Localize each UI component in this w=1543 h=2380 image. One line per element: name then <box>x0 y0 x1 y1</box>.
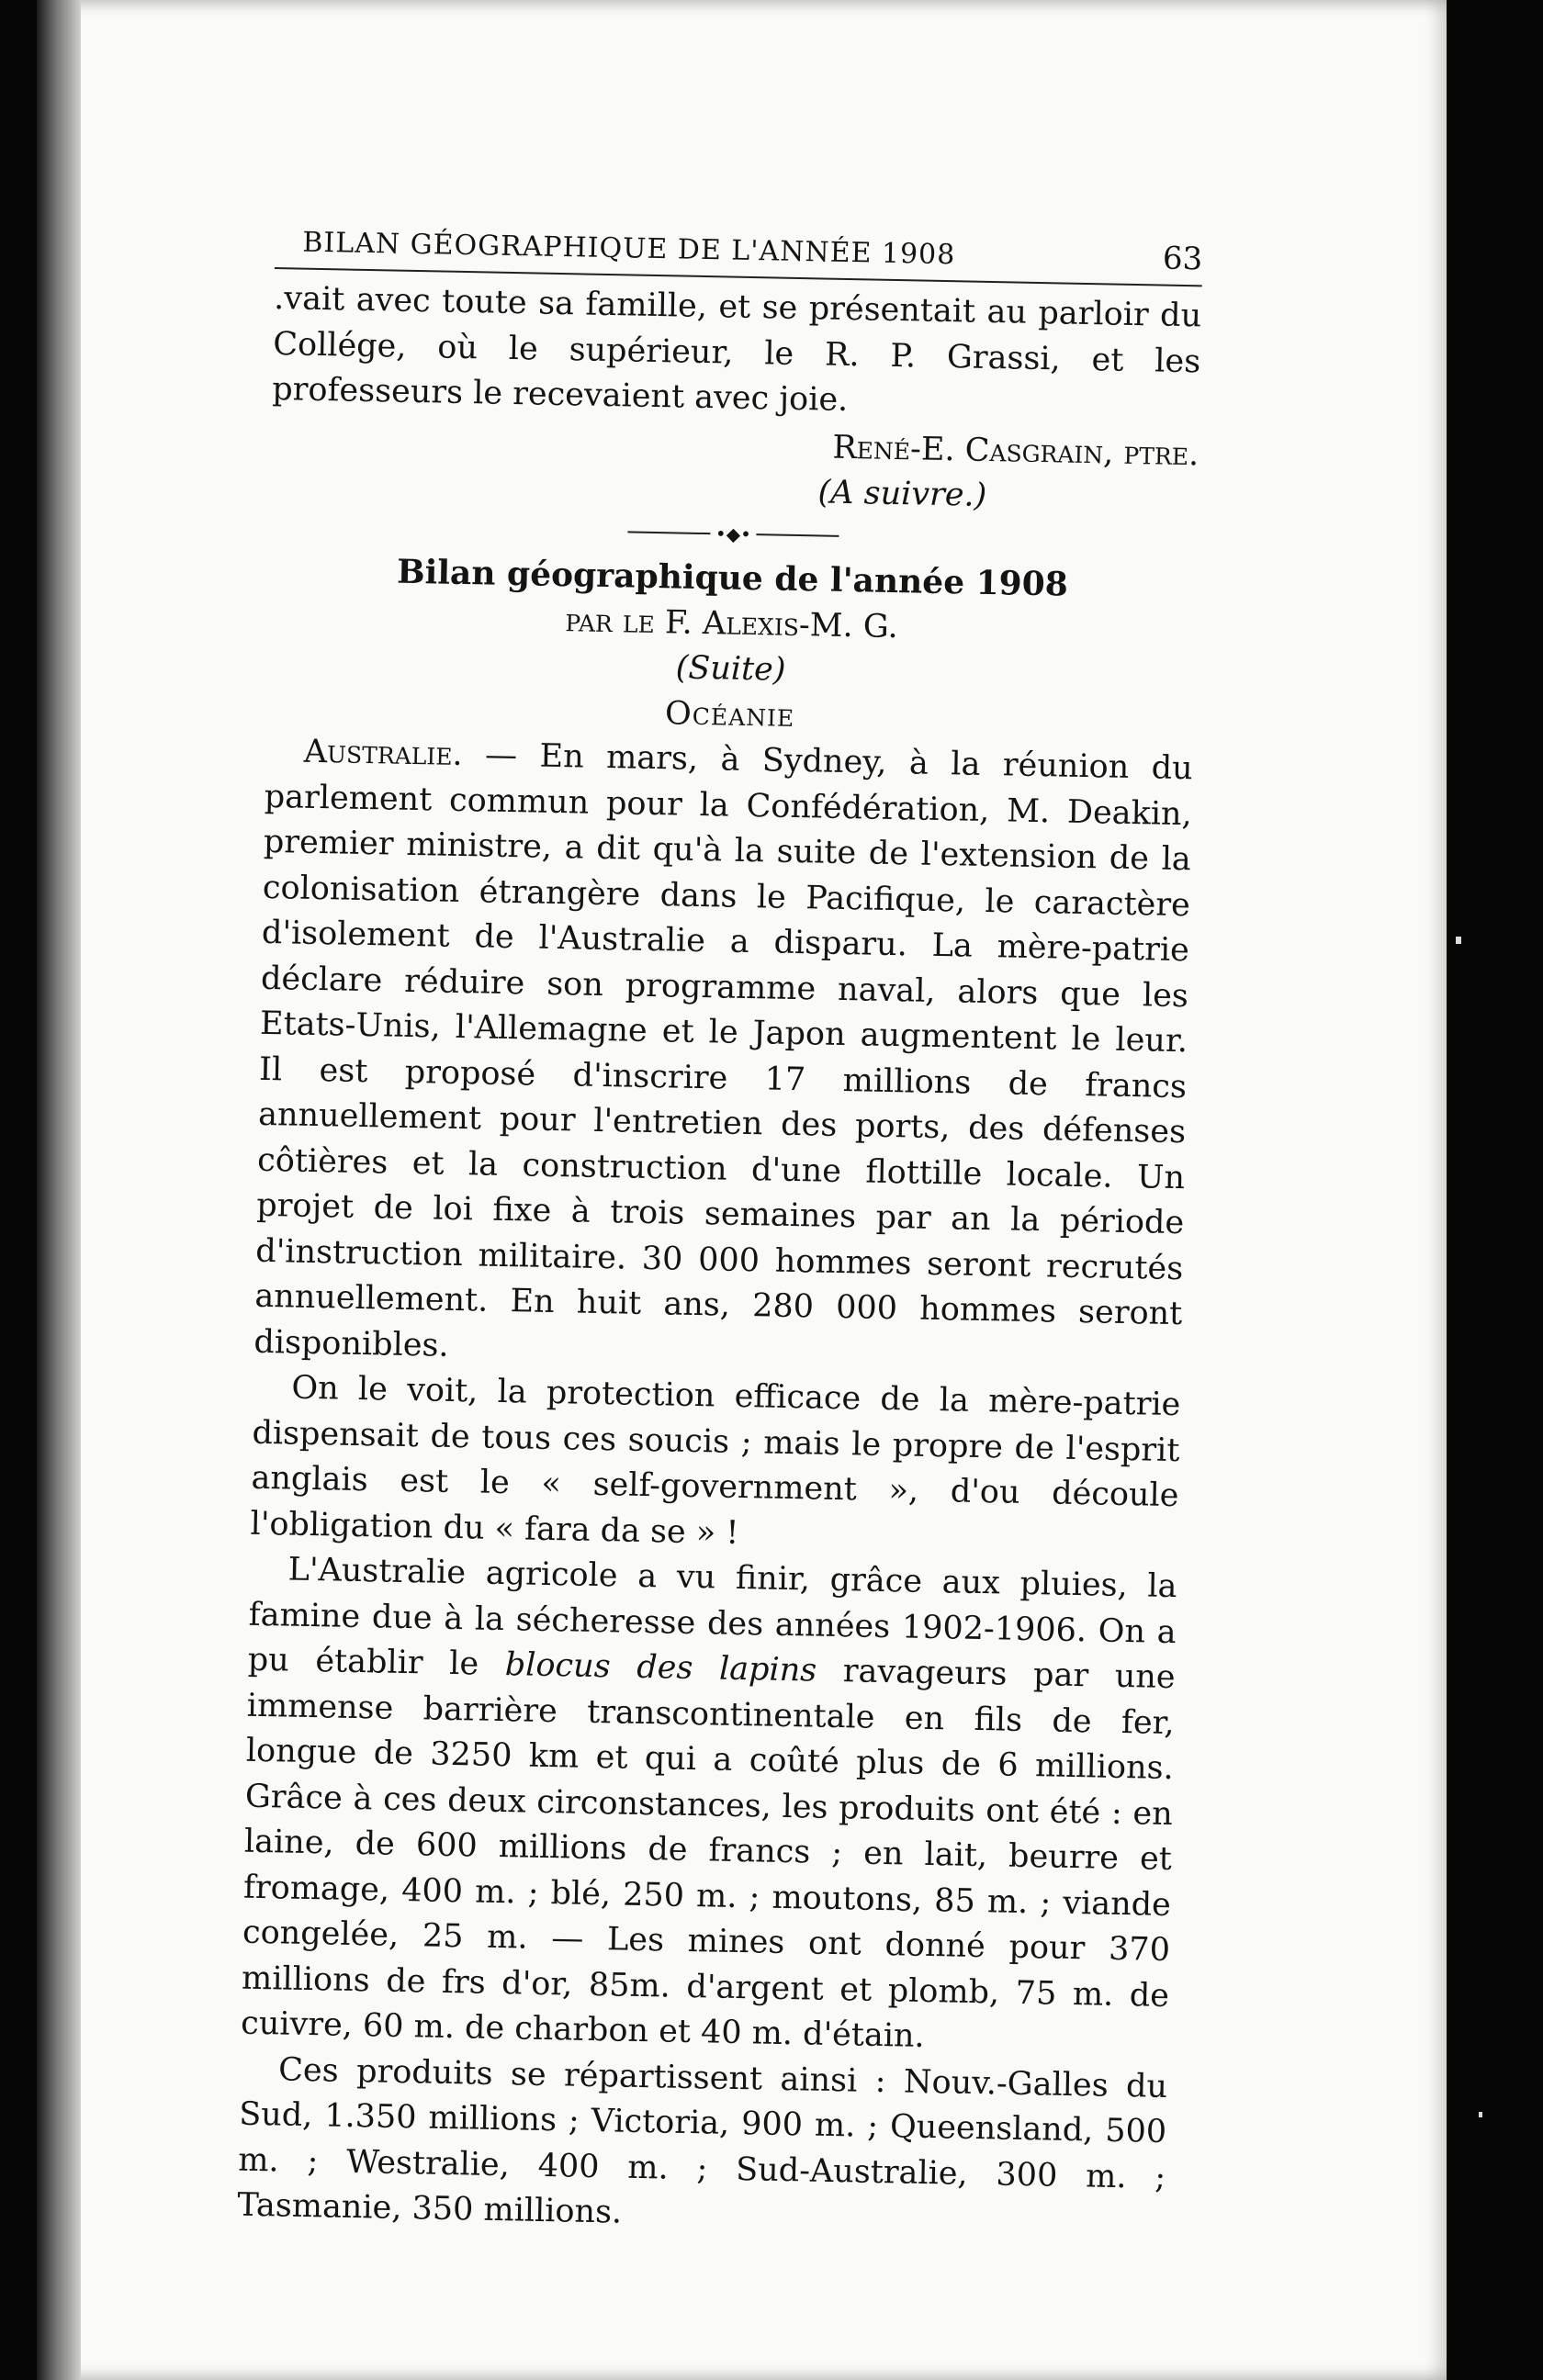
separator-rule-left <box>627 531 710 534</box>
separator-ornament: •◆• <box>715 522 752 546</box>
article-title: Bilan géographique de l'année 1908 <box>396 552 1069 604</box>
paragraph-text-part: ravageurs par une immense barrière transcontinentale en fils de fer, longue de 3250 km et qui a coûté plus de 6 millions. Grâce à ces deux circonstances, les produits ont été : en laine, de 600 millions de francs ; en lait, beurre et fromage, 400 m. ; blé, 250 m. ; moutons, 85 m. ; viande congelée, 25 m. — Les mines ont donné pour 370 millions de frs d'or, 85m. d'argent et plomb, 75 m. de cuivre, 60 m. de charbon et 40 m. d'étain. <box>240 1652 1176 2055</box>
continuation-label: (Suite) <box>675 649 786 689</box>
page-number: 63 <box>1162 240 1203 278</box>
dust-speck <box>1479 2112 1482 2117</box>
paragraph-agriculture <box>241 1547 1177 2065</box>
paragraph-products: Ces produits se répartissent ainsi : Nouv.-Galles du Sud, 1.350 millions ; Victoria, 900 m. ; Queensland, 500 m. ; Westralie, 400 m. ; Sud-Australie, 300 m. ; Tasmanie, 350 millions. <box>237 2050 1168 2231</box>
paragraph-australie <box>253 729 1193 1383</box>
section-heading: Océanie <box>664 694 795 735</box>
paragraph-text-part: L'Australie agricole a vu finir, grâce aux pluies, la famine due à la sécheresse des années 1902-1906. On a pu établir le <box>247 1551 1177 1684</box>
article-byline: par le F. Alexis-M. G. <box>565 601 899 646</box>
previous-article-ending: .vait avec toute sa famille, et se présentait au parloir du Collége, où le supérieur, le R. P. Grassi, et les professeurs le recevaient avec joie. <box>271 279 1202 419</box>
paragraph-body: — En mars, à Sydney, à la réunion du parlement commun pour la Confédération, M. Deakin, premier ministre, a dit qu'à la suite de l'extension de la colonisation étrangère dans le Pacifique, le caractère d'isolement de l'Australie a disparu. La mère-patrie déclare réduire son programme naval, alors que les Etats-Unis, l'Allemagne et le Japon augmentent le leur. Il est proposé d'inscrire 17 millions de francs annuellement pour l'entretien des ports, des défenses côtières et la construction d'une flottille locale. Un projet de loi fixe à trois semaines par an la période d'instruction militaire. 30 000 hommes seront recrutés annuellement. En huit ans, 280 000 hommes seront disponibles. <box>253 736 1194 1364</box>
to-be-continued-note: (A suivre.) <box>817 474 987 514</box>
author-signature: René-E. Casgrain, ptre. <box>832 429 1199 473</box>
dust-speck <box>1456 937 1461 944</box>
book-spine-shadow <box>37 0 81 2380</box>
text-column <box>237 216 1203 2246</box>
running-head: BILAN GÉOGRAPHIQUE DE L'ANNÉE 1908 <box>302 226 956 272</box>
italic-term: blocus des lapins <box>504 1646 817 1690</box>
paragraph-protection: On le voit, la protection efficace de la mère-patrie dispensait de tous ces soucis ; mais le propre de l'esprit anglais est le « self-government », d'ou découle l'obligation du « fara da se » ! <box>250 1369 1181 1552</box>
separator-rule-right <box>757 533 839 537</box>
paragraph-lead: Australie. <box>303 733 464 774</box>
